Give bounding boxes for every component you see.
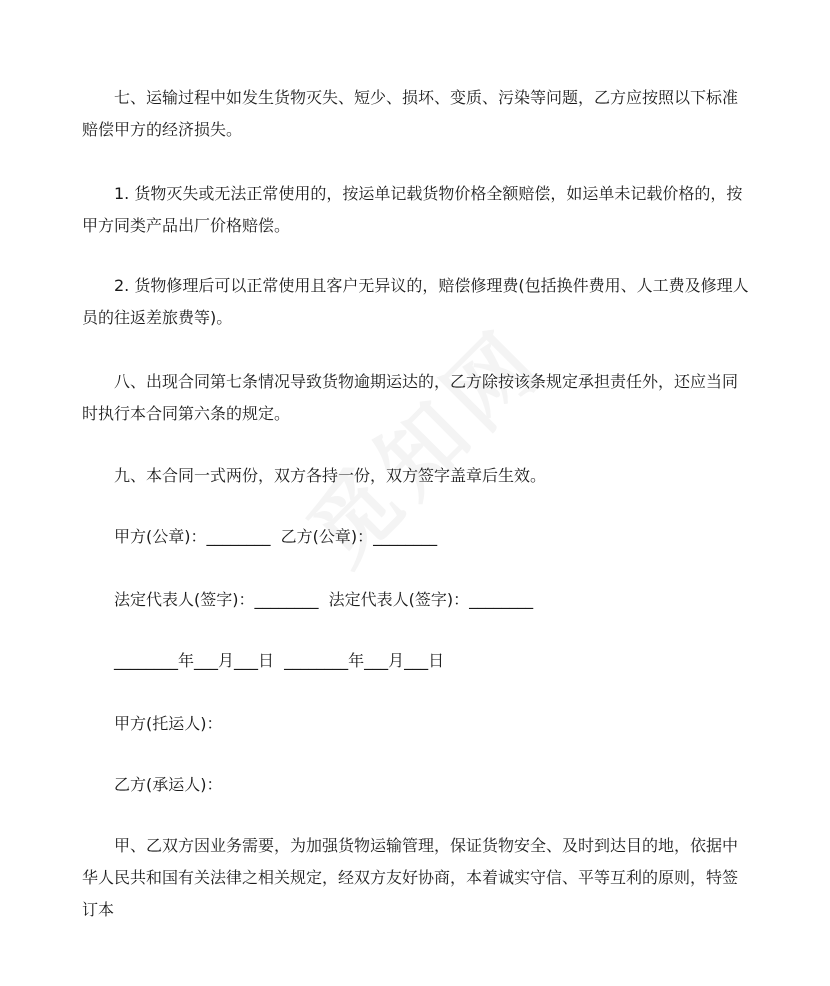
party-b-label: 乙方(承运人)： — [114, 775, 223, 794]
clause-9: 九、本合同一式两份，双方各持一份，双方签字盖章后生效。 — [114, 466, 547, 485]
clause-7-item-2: 2. 货物修理后可以正常使用且客户无异议的，赔偿修理费(包括换件费用、人工费及修理人员的往返差旅费等)。 — [82, 276, 749, 327]
contract-intro: 甲、乙双方因业务需要，为加强货物运输管理，保证货物安全、及时到达目的地，依据中华人民共和国有关法律之相关规定，经双方友好协商，本着诚实守信、平等互利的原则，特签订本 — [82, 836, 739, 919]
party-a-label: 甲方(托运人)： — [114, 714, 223, 733]
clause-7: 七、运输过程中如发生货物灭失、短少、损坏、变质、污染等问题，乙方应按照以下标准赔偿甲方的经济损失。 — [82, 88, 739, 139]
seal-signature-line: 甲方(公章)：________ 乙方(公章)：________ — [114, 527, 438, 546]
representative-signature-line: 法定代表人(签字)：________ 法定代表人(签字)：________ — [114, 590, 534, 609]
date-line: ________年___月___日 ________年___月___日 — [114, 651, 445, 670]
clause-7-item-1: 1. 货物灭失或无法正常使用的，按运单记载货物价格全额赔偿，如运单未记载价格的，按甲方同类产品出厂价格赔偿。 — [82, 184, 743, 235]
clause-8: 八、出现合同第七条情况导致货物逾期运达的，乙方除按该条规定承担责任外，还应当同时执行本合同第六条的规定。 — [82, 372, 739, 423]
